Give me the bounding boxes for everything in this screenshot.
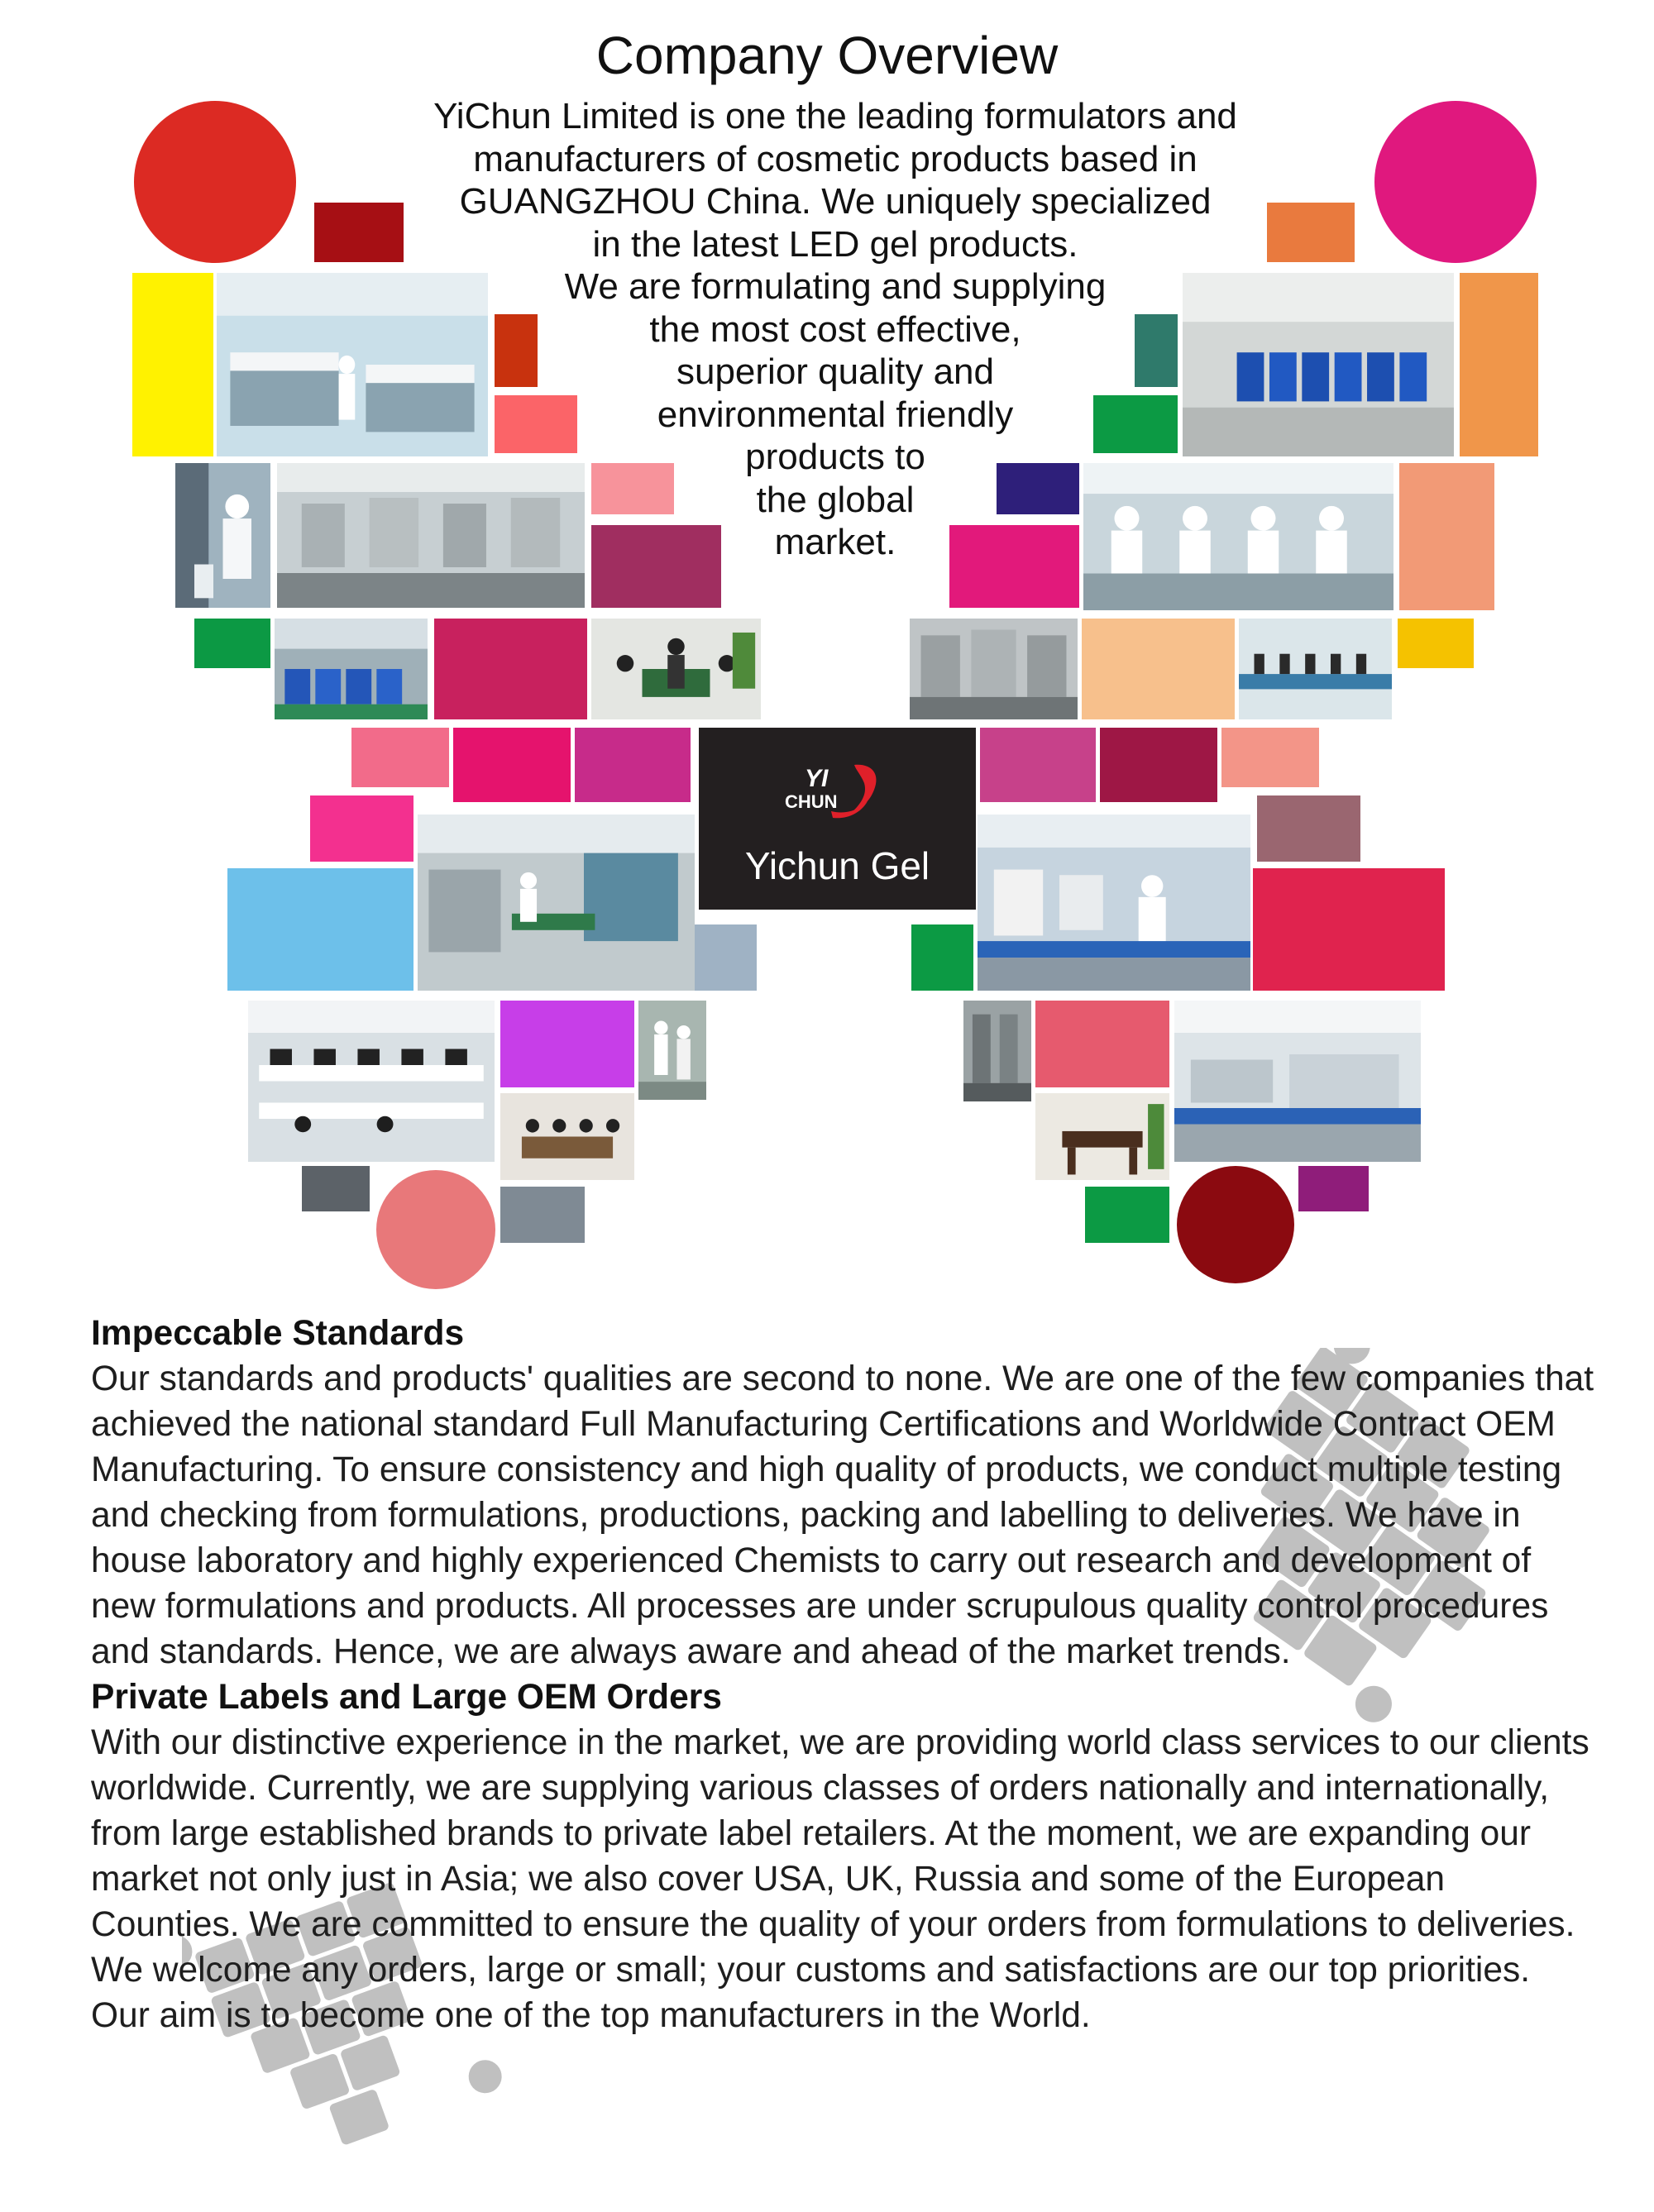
- warehouse-drums-photo: [275, 619, 428, 719]
- color-block: [695, 924, 757, 991]
- color-block: [500, 1187, 585, 1243]
- intro-line: YiChun Limited is one the leading formulators and: [433, 96, 1237, 136]
- intro-line: GUANGZHOU China. We uniquely specialized: [459, 181, 1212, 222]
- color-block: [980, 728, 1096, 802]
- body-text: [91, 1311, 1596, 2038]
- logo-mark-line1: YI: [805, 765, 829, 792]
- color-block: [1257, 795, 1360, 862]
- workers-photo: [638, 1001, 706, 1100]
- salmon-circle: [376, 1170, 495, 1289]
- section-body: Our standards and products' qualities are second to none. We are one of the few companies that achieved the national standard Full Manufacturing Certifications and Worldwide Contract OEM Manufacturing. To ensure consistency and high quality of products, we conduct multiple testing and checking from formulations, productions, packing and labelling to deliveries. We have in house laboratory and highly experienced Chemists to carry out research and development of new formulations and products. All processes are under scrupulous quality control procedures and standards. Hence, we are always aware and ahead of the market trends.: [91, 1359, 1594, 1671]
- intro-line: manufacturers of cosmetic products based in: [473, 138, 1197, 179]
- intro-line: the global: [756, 479, 915, 520]
- color-block: [310, 795, 414, 862]
- lab-worker-photo: [175, 463, 270, 608]
- conference-photo: [500, 1093, 634, 1180]
- intro-line: the most cost effective,: [649, 308, 1021, 350]
- color-block: [434, 619, 587, 719]
- intro-line: environmental friendly: [657, 394, 1014, 435]
- color-block: [1460, 273, 1538, 456]
- color-block: [453, 728, 571, 802]
- maroon-circle: [1177, 1166, 1294, 1283]
- color-block: [302, 1166, 370, 1211]
- color-block: [1298, 1166, 1369, 1211]
- color-block: [500, 1001, 634, 1087]
- intro-text: [380, 95, 1290, 564]
- logo-mark-icon: [782, 757, 889, 823]
- intro-line: superior quality and: [676, 351, 994, 392]
- color-block: [227, 868, 414, 991]
- color-block: [1085, 1187, 1169, 1243]
- section-heading: Private Labels and Large OEM Orders: [91, 1678, 722, 1717]
- color-block: [911, 924, 973, 991]
- color-block: [351, 728, 449, 787]
- company-logo: [699, 728, 976, 910]
- reception-photo: [1035, 1093, 1169, 1180]
- testing-lab-photo: [1174, 1001, 1421, 1162]
- magenta-circle: [1374, 101, 1537, 263]
- intro-line: products to: [745, 437, 925, 477]
- color-block: [1398, 619, 1474, 668]
- meeting-photo: [591, 619, 761, 719]
- color-block: [1035, 1001, 1169, 1087]
- color-block: [1399, 463, 1494, 610]
- color-block: [575, 728, 691, 802]
- page-title: Company Overview: [595, 26, 1059, 85]
- color-block: [1100, 728, 1217, 802]
- color-block: [194, 619, 270, 668]
- logo-mark-line2: CHUN: [785, 791, 838, 812]
- color-block: [132, 273, 213, 456]
- red-circle: [134, 101, 296, 263]
- logo-name: Yichun Gel: [744, 844, 930, 887]
- section-heading: Impeccable Standards: [91, 1314, 465, 1353]
- filling-line-photo: [418, 815, 695, 991]
- intro-line: market.: [774, 522, 896, 562]
- color-block: [1221, 728, 1319, 787]
- lab-instruments-photo: [978, 815, 1250, 991]
- intro-line: We are formulating and supplying: [564, 266, 1107, 307]
- bottling-photo: [1239, 619, 1392, 719]
- steel-tanks-photo: [910, 619, 1078, 719]
- color-block: [1253, 868, 1445, 991]
- color-block: [1082, 619, 1235, 719]
- machinery-photo: [963, 1001, 1031, 1101]
- intro-line: in the latest LED gel products.: [592, 223, 1078, 265]
- section-body: With our distinctive experience in the market, we are providing world class services to our clients worldwide. Currently, we are supplying various classes of orders nationally and internationally, from large established brands to private label retailers. At the moment, we are expanding our market not only just in Asia; we also cover USA, UK, Russia and some of the European Counties. We are committed to ensure the quality of your orders from formulations to deliveries. We welcome any orders, large or small; your customs and satisfactions are our top priorities. Our aim is to become one of the top manufacturers in the World.: [91, 1723, 1589, 2035]
- office-photo: [248, 1001, 495, 1162]
